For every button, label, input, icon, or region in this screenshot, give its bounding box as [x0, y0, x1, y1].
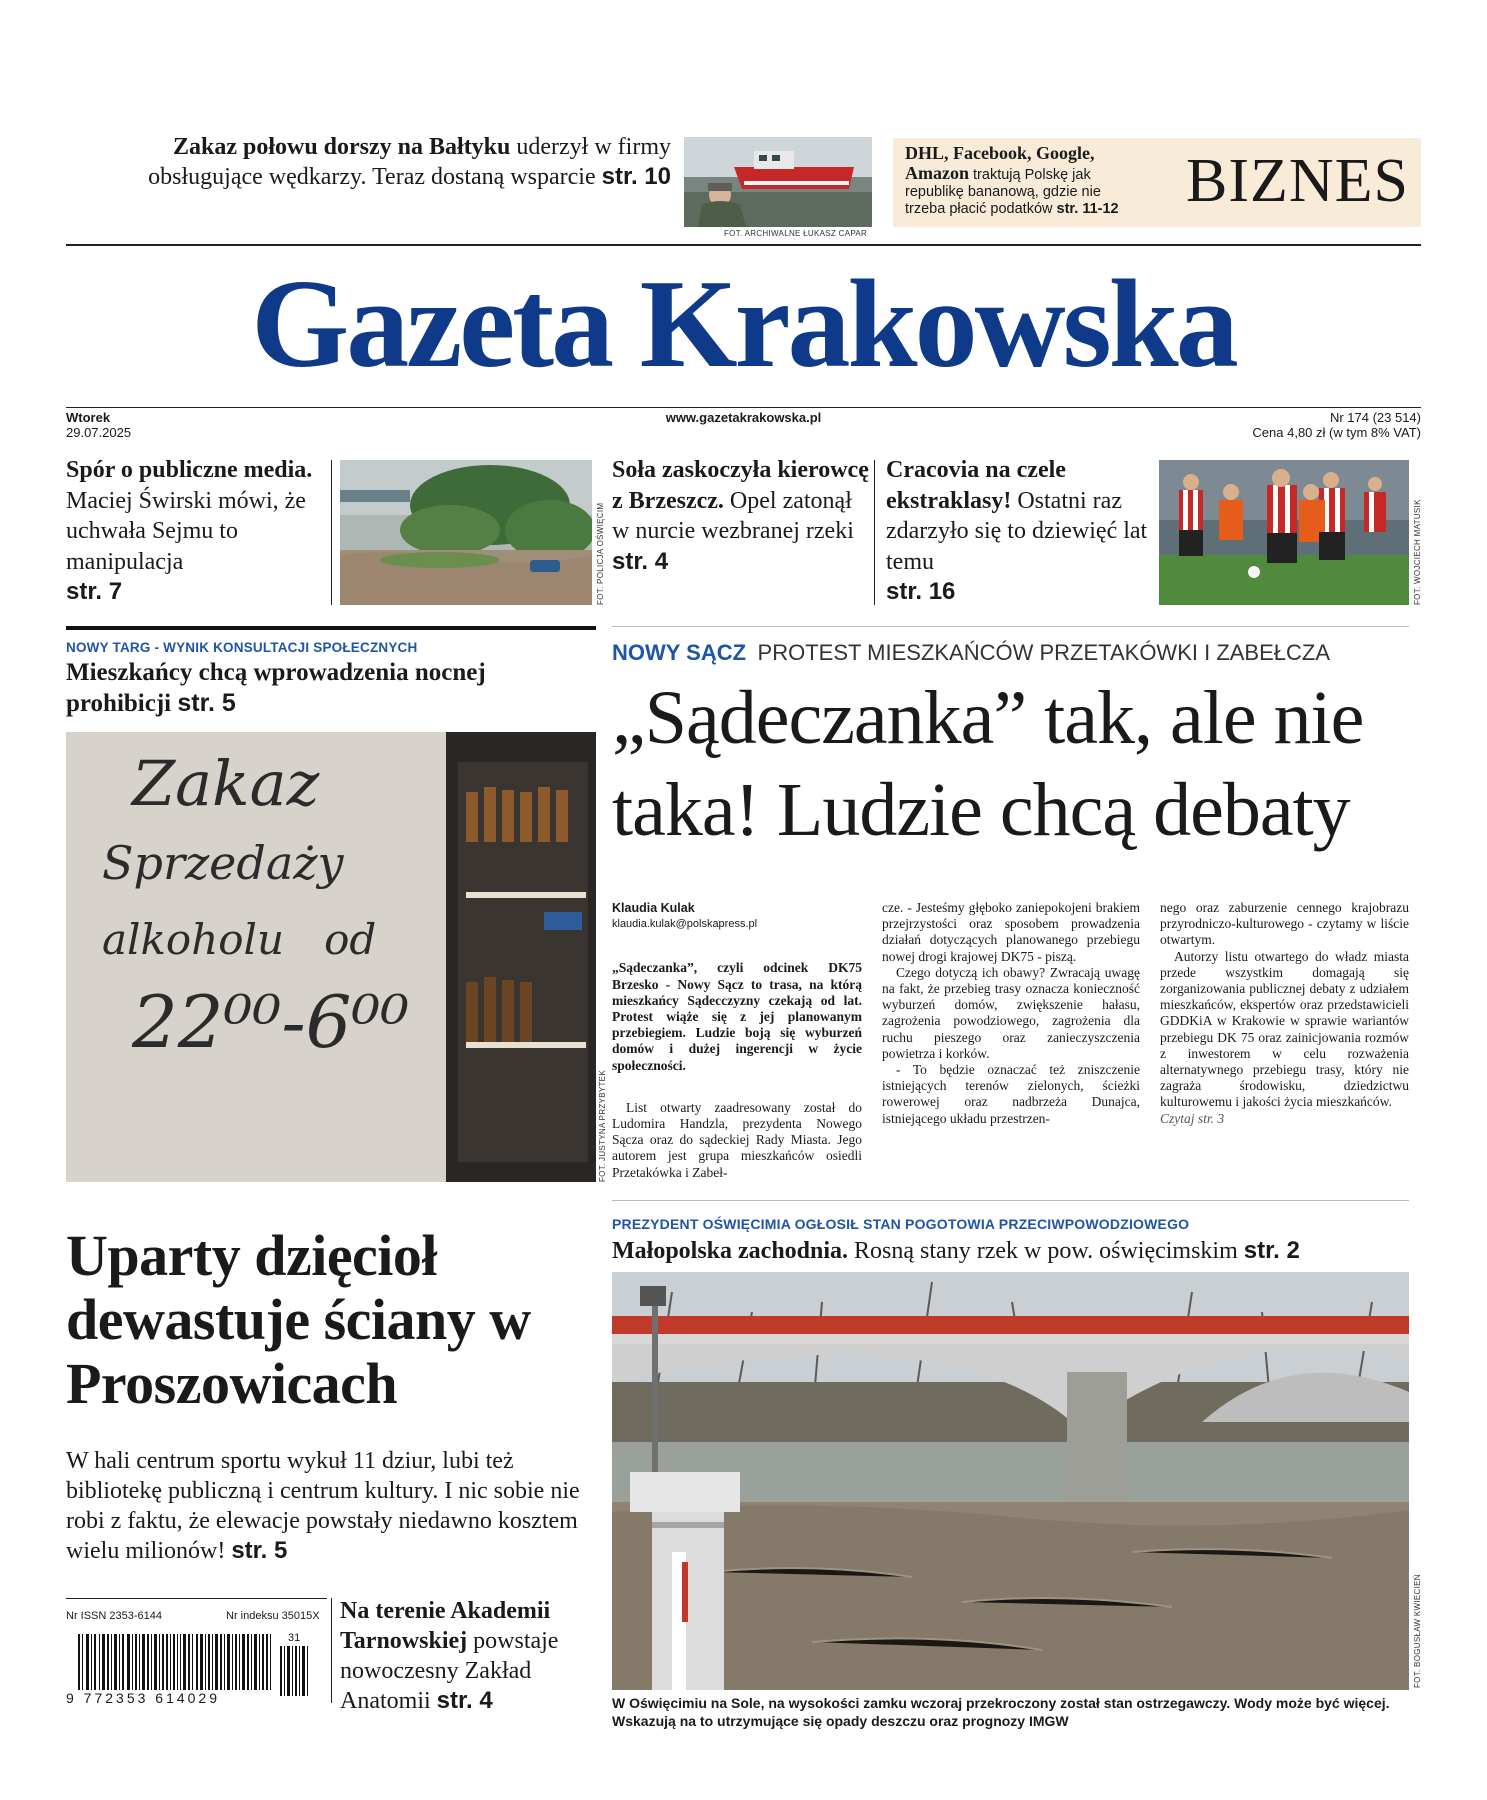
flooded-car-photo — [340, 460, 592, 605]
anatomy-teaser[interactable] — [340, 1596, 600, 1716]
top-photo-credit: FOT. ARCHIWALNE ŁUKASZ CAPAR — [724, 229, 868, 238]
teaser-media[interactable] — [66, 455, 330, 608]
masthead-issue: Nr 174 (23 514) — [1329, 410, 1421, 425]
teaser-cracovia-bold: Cracovia na czele ekstraklasy! — [886, 457, 1066, 514]
woodpecker-ref: str. 5 — [231, 1537, 288, 1564]
main-author-email[interactable]: klaudia.kulak@polskapress.pl — [612, 918, 758, 931]
bridge-flood-photo — [612, 1272, 1409, 1690]
main-col2-p1: cze. - Jesteśmy głęboko zaniepokojeni brakiem przejrzystości oraz sposobem prowadzenia działań dotyczących planowanego przebiegu nowej drogi krajowej DK75 - piszą. — [882, 900, 1140, 964]
main-col3-p1: nego oraz zaburzenie cennego krajobrazu przyrodniczo-kulturowego - czytamy w liście otwartym. — [1160, 900, 1409, 948]
teaser-cracovia[interactable] — [886, 455, 1156, 608]
sign-line-4: 22⁰⁰-6⁰⁰ — [132, 980, 410, 1064]
masthead-title: Gazeta Krakowska — [251, 255, 1236, 394]
teaser-media-text: Maciej Świrski mówi, że uchwała Sejmu to manipulacja — [66, 487, 306, 575]
flood-kicker: PREZYDENT OŚWIĘCIMIA OGŁOSIŁ STAN POGOTOWIA PRZECIWPOWODZIOWEGO — [612, 1216, 1190, 1232]
flood-headline-text: Rosną stany rzek w pow. oświęcimskim — [848, 1238, 1244, 1264]
nowy-targ-rule — [66, 626, 596, 630]
main-kicker-place: NOWY SĄCZ — [612, 640, 747, 665]
biznes-teaser-bold: DHL, Facebook, Google, Amazon — [905, 143, 1095, 183]
main-headline-line-1: „Sądeczanka” tak, ale nie — [612, 676, 1364, 760]
nowy-targ-headline-text: Mieszkańcy chcą wprowadzenia nocnej prohibicji — [66, 659, 486, 717]
main-col1-body: List otwarty zaadresowany został do Ludomira Handzla, prezydenta Nowego Sącza oraz do sądeckiej Rady Miasta. Jego autorem jest grupa mieszkańców osiedli Przetakówka i Zabeł- — [612, 1099, 862, 1180]
flood-headline-bold: Małopolska zachodnia. — [612, 1238, 849, 1264]
top-teaser-bold: Zakaz połowu dorszy na Bałtyku — [172, 134, 511, 160]
top-divider — [66, 244, 1421, 246]
masthead-website[interactable]: www.gazetakrakowska.pl — [665, 410, 822, 425]
alcohol-ban-sign-photo — [66, 732, 596, 1182]
nowy-targ-headline[interactable] — [66, 658, 596, 719]
teaser-sola-bold: Soła zaskoczyła kierowcę z Brzeszcz. — [612, 457, 869, 514]
biznes-teaser-ref: str. 11-12 — [1056, 201, 1119, 217]
main-kicker-topic: PROTEST MIESZKAŃCÓW PRZETAKÓWKI I ZABEŁCZA — [757, 640, 1331, 665]
main-story-col-2 — [882, 900, 1140, 1127]
anatomy-text: powstaje nowoczesny Zakład Anatomii — [340, 1628, 559, 1714]
cracovia-credit: FOT. WOJCIECH MATUSIK — [1413, 499, 1422, 605]
main-story-col-3 — [1160, 900, 1409, 1127]
fishing-boat-photo — [684, 137, 872, 227]
main-lead: „Sądeczanka”, czyli odcinek DK75 Brzesko - Nowy Sącz to trasa, na którą mieszkańcy Sądecczyzny czekają od lat. Protest wiąże się z jej planowanym przebiegiem. Ludzie boją się wyburzeń domów i dużej ingerencji w życie społeczności. — [612, 960, 862, 1073]
biznes-box[interactable] — [893, 138, 1421, 227]
woodpecker-teaser — [66, 1446, 596, 1566]
anatomy-divider — [331, 1598, 332, 1703]
barcode-issn: Nr ISSN 2353-6144 — [66, 1610, 162, 1622]
main-headline-line-2: taka! Ludzie chcą debaty — [612, 768, 1350, 852]
sign-line-2: Sprzedaży — [102, 836, 344, 890]
alcohol-sign-handwriting — [102, 744, 442, 1066]
masthead-day: Wtorek — [66, 410, 111, 425]
teaser-media-ref: str. 7 — [66, 578, 123, 605]
biznes-teaser — [905, 144, 1145, 218]
cracovia-football-photo — [1159, 460, 1409, 605]
flood-headline[interactable] — [612, 1236, 1412, 1266]
main-continued[interactable]: Czytaj str. 3 — [1160, 1110, 1225, 1126]
nowy-targ-kicker: NOWY TARG - WYNIK KONSULTACJI SPOŁECZNYCH — [66, 640, 418, 655]
flood-ref: str. 2 — [1243, 1237, 1300, 1264]
flooded-car-credit: FOT. POLICJA OŚWIĘCIM — [596, 502, 605, 605]
teaser-cracovia-text: Ostatni raz zdarzyło się to dziewięć lat temu — [886, 487, 1148, 575]
main-story-kicker — [612, 640, 1330, 666]
main-author: Klaudia Kulak — [612, 901, 695, 915]
sign-line-3: alkoholu od — [102, 915, 377, 964]
barcode-index: Nr indeksu 35015X — [226, 1610, 320, 1622]
teaser-cracovia-ref: str. 16 — [886, 578, 956, 605]
biznes-section-label: BIZNES — [1186, 147, 1409, 215]
top-teaser-text: uderzył w firmy obsługujące wędkarzy. Teraz dostaną wsparcie — [148, 134, 671, 190]
main-story-top-rule — [612, 626, 1409, 627]
barcode-digits: 9 772353 614029 — [66, 1690, 276, 1706]
masthead-price: Cena 4,80 zł (w tym 8% VAT) — [1252, 425, 1421, 440]
masthead-rule — [66, 407, 1421, 408]
flood-caption: W Oświęcimiu na Sole, na wysokości zamku wczoraj przekroczony został stan ostrzegawczy. Wody może być więcej. Wskazują na to utrzymujące się opady deszczu oraz prognozy IMGW — [612, 1695, 1390, 1729]
nowy-targ-ref: str. 5 — [177, 689, 236, 717]
sign-line-1: Zakaz — [132, 747, 320, 820]
barcode-addon: 31 — [288, 1632, 301, 1644]
woodpecker-headline[interactable]: Uparty dzięcioł dewastuje ściany w Proszowicach — [66, 1223, 531, 1416]
main-story-col-1 — [612, 900, 862, 1181]
teaser-divider-2 — [874, 460, 875, 605]
bridge-flood-credit: FOT. BOGUSŁAW KWIECIEŃ — [1413, 1574, 1422, 1688]
issue-barcode — [66, 1634, 326, 1704]
biznes-teaser-text: traktują Polskę jak republikę bananową, gdzie nie trzeba płacić podatków — [905, 167, 1101, 217]
teaser-sola-ref: str. 4 — [612, 547, 669, 575]
flood-top-rule — [612, 1200, 1409, 1201]
top-teaser-ref: str. 10 — [601, 163, 671, 190]
teaser-sola[interactable] — [612, 455, 872, 577]
masthead-date: 29.07.2025 — [66, 425, 132, 440]
main-col2-p3: - To będzie oznaczać też zniszczenie istniejących terenów zielonych, ścieżki rowerowej oraz nadbrzeża Dunajca, istniejącego układu przestrzen- — [882, 1062, 1140, 1126]
alcohol-photo-credit: FOT. JUSTYNA PRZYBYTEK — [598, 1070, 607, 1182]
anatomy-bold: Na terenie Akademii Tarnowskiej — [340, 1598, 551, 1654]
anatomy-ref: str. 4 — [436, 1687, 493, 1714]
woodpecker-text: W hali centrum sportu wykuł 11 dziur, lubi też bibliotekę publiczną i centrum kultury. I nic sobie nie robi z faktu, że elewacje powstały niedawno kosztem wielu milionów! — [66, 1448, 580, 1564]
barcode-top-rule — [66, 1598, 327, 1599]
main-story-headline[interactable] — [612, 672, 1422, 856]
teaser-divider-1 — [331, 460, 332, 605]
teaser-sola-text: Opel zatonął w nurcie wezbranej rzeki — [612, 487, 854, 544]
main-col3-p2: Autorzy listu otwartego do władz miasta przede wszystkim domagają się zorganizowania publicznej debaty z udziałem mieszkańców, ekspertów oraz przedstawicieli GDDKiA w Krakowie w sprawie wariantów przebiegu DK 75 oraz zainicjowania rozmów z inwestorem w celu rozważenia alternatywnego przebiegu trasy, który nie zagraża środowisku, dziedzictwu kulturowemu i jakości życia mieszkańców. — [1160, 948, 1409, 1110]
top-teaser[interactable] — [66, 133, 671, 192]
teaser-media-bold: Spór o publiczne media. — [66, 457, 313, 483]
main-col2-p2: Czego dotyczą ich obawy? Zwracają uwagę na fakt, że przebieg trasy oznacza konieczność wyburzeń domów, zwiększenie hałasu, zagrożenia powodziowego, zagrożenia dla ruchu pieszego oraz zanieczyszczenia powietrza i korków. — [882, 964, 1140, 1061]
